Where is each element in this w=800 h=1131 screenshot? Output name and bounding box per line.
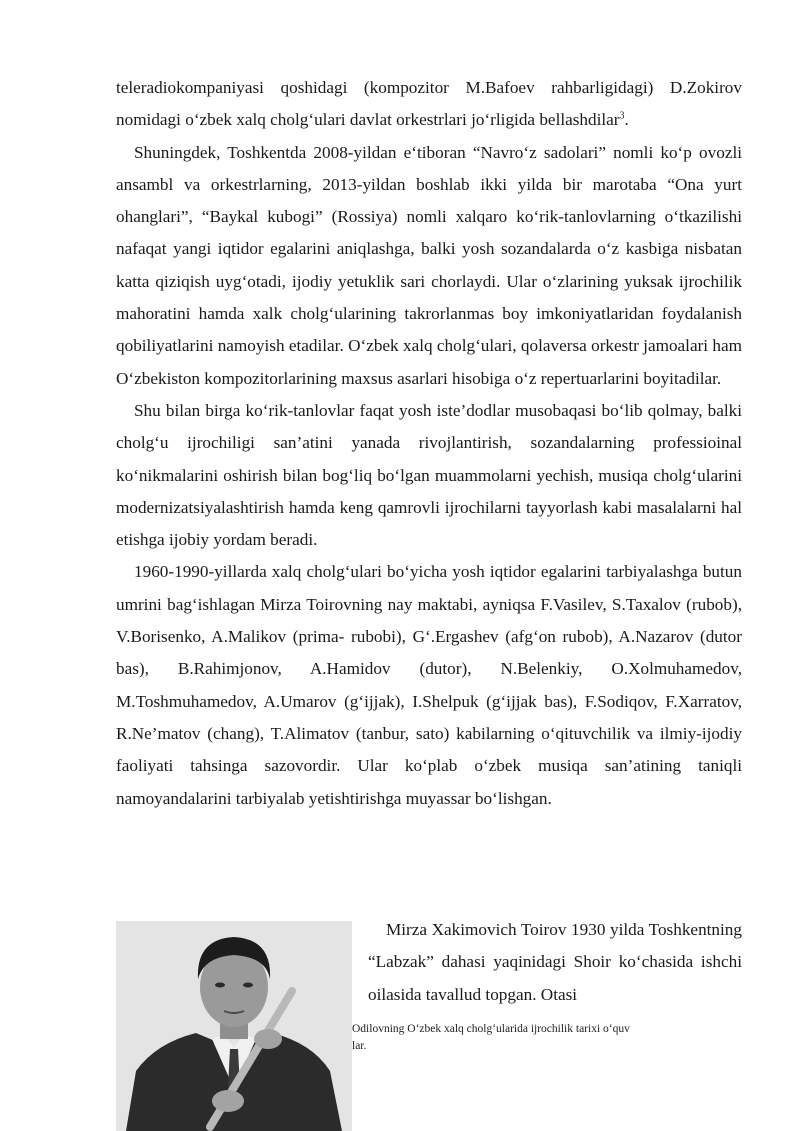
upper-hand: [254, 1029, 282, 1049]
footnote-line-1: Odilovning O‘zbek xalq cholg‘ularida ijrochilik tarixi o‘quv: [352, 1023, 630, 1035]
portrait-illustration: [116, 921, 352, 1131]
paragraph-3: Shu bilan birga ko‘rik-tanlovlar faqat yosh iste’dodlar musobaqasi bo‘lib qolmay, balki cholg‘u ijrochiligi san’atini yanada rivojlantirish, sozandalarning professioinal ko‘nikmalarini oshirish bilan bog‘liq bo‘lgan muammolarni yechish, musiqa cholg‘ularini modernizatsiyalashtirish hamda keng qamrovli ijrochilarni tayyorlash kabi masalalarni hal etishga ijobiy yordam beradi.: [116, 400, 742, 550]
paragraph-5: Mirza Xakimovich Toirov 1930 yilda Toshkentning “Labzak” dahasi yaqinidagi Shoir ko‘chasida ishchi oilasida tavallud topgan. Otasi: [368, 920, 742, 1004]
paragraph-4: 1960-1990-yillarda xalq cholg‘ulari bo‘yicha yosh iqtidor egalarini tarbiyalashga butun umrini bag‘ishlagan Mirza Toirovning nay maktabi, ayniqsa F.Vasilev, S.Taxalov (rubob), V.Borisenko, A.Malikov (prima- rubobi), G‘.Ergashev (afg‘on rubob), A.Nazarov (dutor bas), B.Rahimjonov, A.Hamidov (dutor), N.Belenkiy, O.Xolmuhamedov, M.Toshmuhamedov, A.Umarov (g‘ijjak), I.Shelpuk (g‘ijjak bas), F.Sodiqov, F.Xarratov, R.Ne’matov (chang), T.Alimatov (tanbur, sato) kabilarning o‘qituvchilik va ilmiy-ijodiy faoliyati tahsinga sazovordir. Ular ko‘plab o‘zbek musiqa san’atining taniqli namoyandalarini tarbiyalab yetishtirishga muyassar bo‘lishgan.: [116, 562, 742, 808]
footnote-line-2: lar.: [352, 1040, 367, 1052]
portrait-photo: [116, 921, 352, 1131]
paragraph-1: teleradiokompaniyasi qoshidagi (kompozitor M.Bafoev rahbarligidagi) D.Zokirov nomidagi o‘zbek xalq cholg‘ulari davlat orkestrlari jo‘rligida bellashdilar$^3$.: [116, 78, 742, 130]
right-eye: [243, 983, 253, 988]
left-eye: [215, 983, 225, 988]
lower-hand: [212, 1090, 244, 1112]
paragraph-2: Shuningdek, Toshkentda 2008-yildan e‘tiboran “Navro‘z sadolari” nomli ko‘p ovozli ansambl va orkestrlarning, 2013-yildan boshlab ikki yilda bir marotaba “Ona yurt ohanglari”, “Baykal kubogi” (Rossiya) nomli xalqaro ko‘rik-tanlovlarning o‘tkazilishi nafaqat yangi iqtidor egalarini aniqlashga, balki yosh sozandalarda o‘z kasbiga nisbatan katta qiziqish uyg‘otadi, ijodiy yetuklik sari chorlaydi. Ular o‘zlarining yuksak ijrochilik mahoratini hamda xalk cholg‘ularining takrorlanmas boy imkoniyatlaridan foydalanish qobiliyatlarini namoyish etadilar. O‘zbek xalq cholg‘ulari, qolaversa orkestr jamoalari ham O‘zbekiston kompozitorlarining maxsus asarlari hisobiga o‘z repertuarlarini boyitadilar.: [116, 142, 742, 388]
side-text-column: [368, 914, 742, 1011]
body-text: [116, 72, 742, 815]
footnote-reference[interactable]: 3: [619, 110, 625, 122]
